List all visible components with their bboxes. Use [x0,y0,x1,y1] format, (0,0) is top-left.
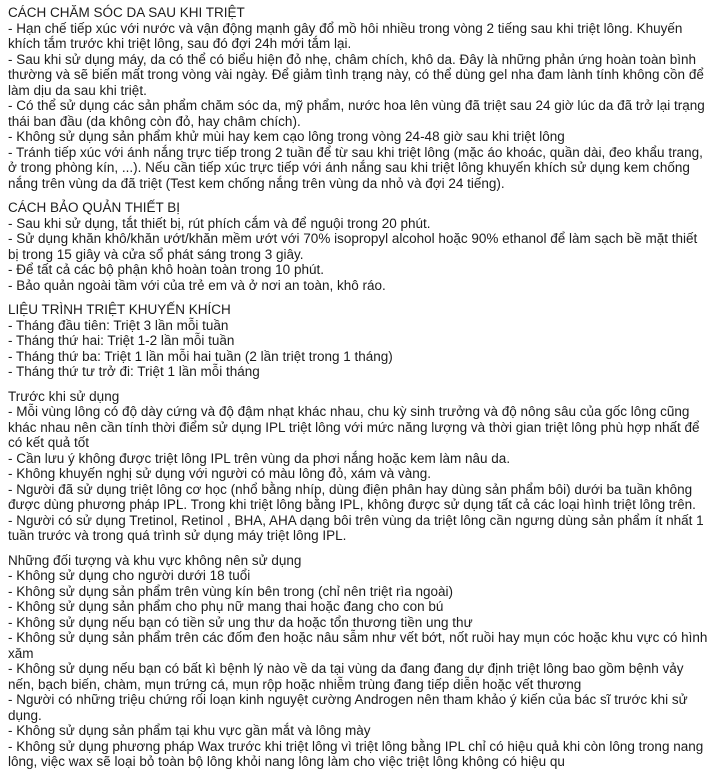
bullet-item: - Tháng đầu tiên: Triệt 3 lần mỗi tuần [8,317,229,333]
section-heading: LIỆU TRÌNH TRIỆT KHUYẾN KHÍCH [8,302,231,317]
section-skin-care-after-treatment [8,5,709,191]
bullet-item: - Hạn chế tiếp xúc với nước và vận động mạnh gây đổ mồ hôi nhiều trong vòng 2 tiếng sau khi triệt lông. Khuyến khích tắm trước khi triệt lông, sau đó đợi 24h mới tắm lại. [8,20,683,51]
bullet-item: - Không sử dụng cho người dưới 18 tuổi [8,568,251,583]
bullet-item: - Tránh tiếp xúc với ánh nắng trực tiếp trong 2 tuần để từ sau khi triệt lông (mặc áo khoác, quần dài, đeo khẩu trang, ở trong phòng kín, ...). Nếu cần tiếp xúc trực tiếp với ánh nắng sau khi triệt lông khuyến khích sử dụng kem chống nắng trên vùng da đã triệt (Test kem chống nắng trên vùng da nhỏ và đợi 24 tiếng). [8,144,703,191]
bullet-item: - Không sử dụng nếu bạn có bất kì bệnh lý nào về da tại vùng da đang đang dự định triệt lông bao gồm bệnh vảy nến, bạch biến, chàm, mụn trứng cá, mụn rộp hoặc nhiễm trùng đang tiếp diễn hoặc vết thương [8,661,684,692]
bullet-item: - Không sử dụng nếu bạn có tiền sử ung thư da hoặc tổn thương tiền ung thư [8,614,473,630]
bullet-item: - Cần lưu ý không được triệt lông IPL trên vùng da phơi nắng hoặc kem làm nâu da. [8,450,511,466]
bullet-item: - Để tất cả các bộ phận khô hoàn toàn trong 10 phút. [8,262,324,277]
section-heading: CÁCH CHĂM SÓC DA SAU KHI TRIỆT [8,5,245,20]
bullet-item: - Không khuyến nghị sử dụng với người có màu lông đỏ, xám và vàng. [8,466,432,481]
bullet-item: - Mỗi vùng lông có độ dày cứng và độ đậm nhạt khác nhau, chu kỳ sinh trưởng và độ nông sâu của gốc lông cũng khác nhau nên cần tính thời điểm sử dụng IPL triệt lông với mức năng lượng và thời gian triệt lông phù hợp nhất để có kết quả tốt [8,404,700,450]
bullet-item: - Tháng thứ hai: Triệt 1-2 lần mỗi tuần [8,333,235,348]
section-treatment-schedule [8,302,709,380]
section-heading: Những đối tượng và khu vực không nên sử dụng [8,552,302,568]
bullet-item: - Không sử dụng phương pháp Wax trước khi triệt lông vì triệt lông bằng IPL chỉ có hiệu quả khi còn lông trong nang lông, việc wax sẽ loại bỏ toàn bộ lông khỏi nang lông làm cho việc triệt lông không có hiệu qu [8,738,704,769]
section-heading: CÁCH BẢO QUẢN THIẾT BỊ [8,200,181,215]
bullet-item: - Sau khi sử dụng máy, da có thể có biểu hiện đỏ nhẹ, châm chích, khô da. Đây là những phản ứng hoàn toàn bình thường và sẽ biến mất trong vòng vài ngày. Để giảm tình trạng này, có thể dùng gel nha đam lành tính không cồn để làm dịu da sau khi triệt. [8,51,704,98]
bullet-item: - Người có những triệu chứng rối loạn kinh nguyệt cường Androgen nên tham khảo ý kiến của bác sĩ trước khi sử dụng. [8,692,688,723]
bullet-item: - Không sử dụng sản phẩm trên vùng kín bên trong (chỉ nên triệt rìa ngoài) [8,583,454,599]
bullet-item: - Có thể sử dụng các sản phẩm chăm sóc da, mỹ phẩm, nước hoa lên vùng đã triệt sau 24 giờ lúc da đã trở lại trạng thái ban đầu (da không còn đỏ, hay châm chích). [8,98,705,129]
section-contraindications [8,553,709,770]
bullet-item: - Không sử dụng sản phẩm cho phụ nữ mang thai hoặc đang cho con bú [8,599,444,614]
section-device-storage [8,200,709,293]
bullet-item: - Không sử dụng sản phẩm trên các đốm đen hoặc nâu sẫm như vết bớt, nốt ruồi hay mụn cóc hoặc khu vực có hình xăm [8,630,708,661]
section-before-use [8,389,709,544]
bullet-item: - Tháng thứ ba: Triệt 1 lần mỗi hai tuần (2 lần triệt trong 1 tháng) [8,348,393,364]
bullet-item: - Sau khi sử dụng, tắt thiết bị, rút phích cắm và để nguội trong 20 phút. [8,215,431,231]
bullet-item: - Người có sử dụng Tretinol, Retinol , BHA, AHA dạng bôi trên vùng da triệt lông cần ngưng dùng sản phẩm ít nhất 1 tuần trước và trong quá trình sử dụng máy triệt lông IPL. [8,512,704,543]
bullet-item: - Sử dụng khăn khô/khăn ướt/khăn mềm ướt với 70% isopropyl alcohol hoặc 90% ethanol để làm sạch bề mặt thiết bị trong 15 giây và cửa sổ phát sáng trong 3 giây. [8,231,698,262]
bullet-item: - Không sử dụng sản phẩm khử mùi hay kem cạo lông trong vòng 24-48 giờ sau khi triệt lông [8,129,565,144]
section-heading: Trước khi sử dụng [8,388,120,404]
bullet-item: - Người đã sử dụng triệt lông cơ học (nhổ bằng nhíp, dùng điện phân hay dùng sản phẩm bôi) dưới ba tuần không được dùng phương pháp IPL. Trong khi triệt lông bằng IPL, không được sử dụng tất cả các loại hình triệt lông trên. [8,481,696,512]
bullet-item: - Bảo quản ngoài tầm với của trẻ em và ở nơi an toàn, khô ráo. [8,277,386,293]
bullet-item: - Không sử dụng sản phẩm tại khu vực gần mắt và lông mày [8,723,371,738]
bullet-item: - Tháng thứ tư trở đi: Triệt 1 lần mỗi tháng [8,364,260,379]
